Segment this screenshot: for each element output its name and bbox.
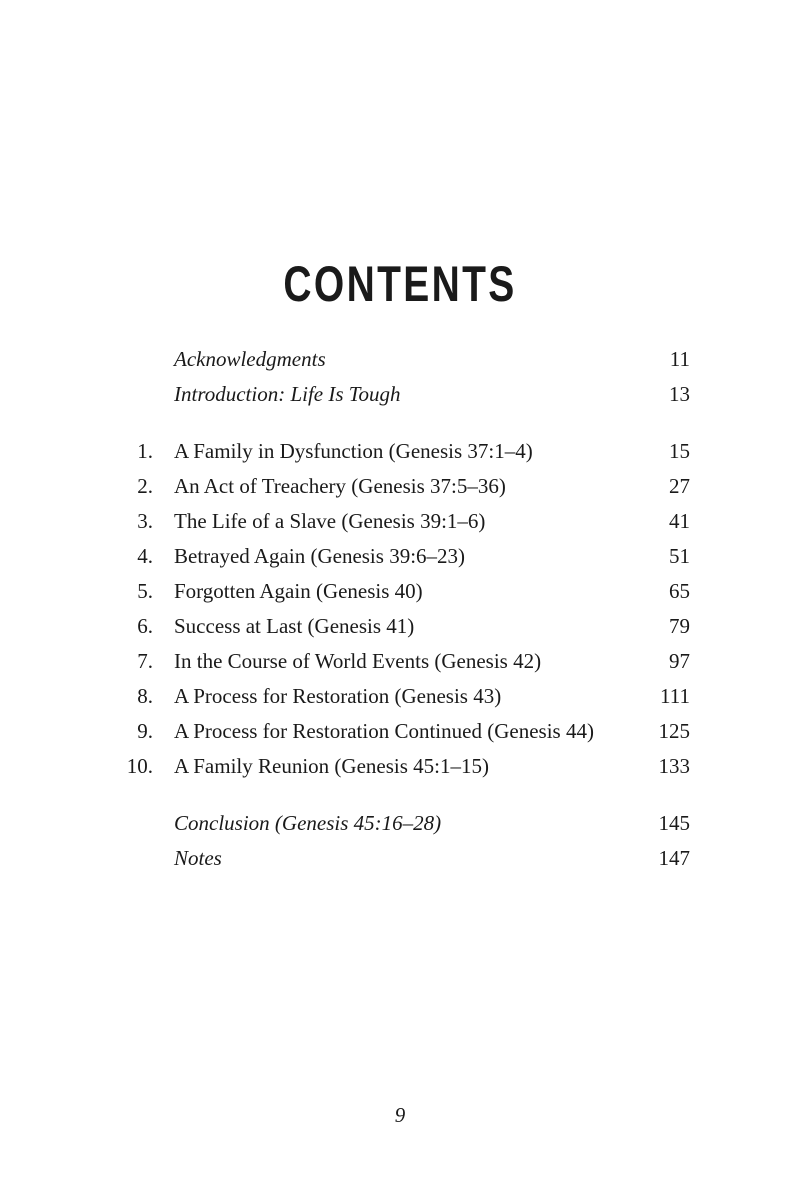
toc-entry-page: 147 — [658, 846, 690, 870]
toc-entry-title: Betrayed Again (Genesis 39:6–23) — [174, 544, 466, 568]
toc-entry-page: 133 — [658, 754, 690, 778]
toc-entry-page: 41 — [669, 509, 690, 533]
toc-entry-page: 65 — [669, 579, 690, 603]
toc-entry-page: 145 — [658, 811, 690, 835]
toc-entry-chapter — [0, 609, 800, 644]
toc-entry-chapter — [0, 539, 800, 574]
toc-entry-title: An Act of Treachery (Genesis 37:5–36) — [174, 474, 506, 498]
toc-entry-introduction — [0, 377, 800, 412]
toc-entry-chapter — [0, 644, 800, 679]
toc-entry-title: Success at Last (Genesis 41) — [174, 614, 415, 638]
toc-entry-number: 8. — [137, 684, 153, 708]
toc-entry-title: Forgotten Again (Genesis 40) — [174, 579, 423, 603]
toc-entry-title: The Life of a Slave (Genesis 39:1–6) — [174, 509, 486, 533]
toc-entry-number: 4. — [137, 544, 153, 568]
toc-entry-chapter — [0, 714, 800, 749]
toc-entry-chapter — [0, 504, 800, 539]
table-of-contents — [0, 342, 800, 876]
toc-entry-chapter — [0, 574, 800, 609]
toc-entry-page: 51 — [669, 544, 690, 568]
toc-entry-title: Acknowledgments — [174, 347, 326, 371]
back-matter-list — [0, 806, 800, 876]
toc-entry-number: 5. — [137, 579, 153, 603]
page-number: 9 — [394, 1103, 406, 1127]
toc-entry-number: 9. — [137, 719, 153, 743]
toc-entry-conclusion — [0, 806, 800, 841]
toc-entry-page: 125 — [658, 719, 690, 743]
toc-entry-chapter — [0, 749, 800, 784]
toc-entry-page: 15 — [669, 439, 690, 463]
toc-entry-page: 11 — [669, 347, 690, 371]
toc-entry-notes — [0, 841, 800, 876]
toc-entry-title: A Process for Restoration Continued (Genesis 44) — [174, 719, 594, 743]
front-matter-list — [0, 342, 800, 412]
toc-entry-number: 7. — [137, 649, 153, 673]
toc-entry-number: 3. — [137, 509, 153, 533]
toc-entry-acknowledgments — [0, 342, 800, 377]
toc-entry-number: 10. — [126, 754, 153, 778]
toc-entry-page: 13 — [669, 382, 690, 406]
toc-entry-page: 111 — [660, 684, 690, 708]
toc-entry-page: 79 — [669, 614, 690, 638]
toc-entry-chapter — [0, 469, 800, 504]
toc-entry-title: A Family Reunion (Genesis 45:1–15) — [174, 754, 489, 778]
toc-entry-title: In the Course of World Events (Genesis 42) — [174, 649, 542, 673]
toc-entry-number: 2. — [137, 474, 153, 498]
toc-entry-title: Introduction: Life Is Tough — [174, 382, 401, 406]
toc-entry-page: 97 — [669, 649, 690, 673]
toc-entry-title: Conclusion (Genesis 45:16–28) — [174, 811, 442, 835]
toc-entry-title: A Process for Restoration (Genesis 43) — [174, 684, 502, 708]
toc-entry-title: A Family in Dysfunction (Genesis 37:1–4) — [174, 439, 533, 463]
page-title: CONTENTS — [283, 255, 517, 312]
chapter-list — [0, 434, 800, 784]
toc-entry-chapter — [0, 434, 800, 469]
toc-entry-page: 27 — [669, 474, 690, 498]
toc-entry-number: 6. — [137, 614, 153, 638]
toc-entry-chapter — [0, 679, 800, 714]
toc-entry-number: 1. — [137, 439, 153, 463]
toc-entry-title: Notes — [174, 846, 222, 870]
